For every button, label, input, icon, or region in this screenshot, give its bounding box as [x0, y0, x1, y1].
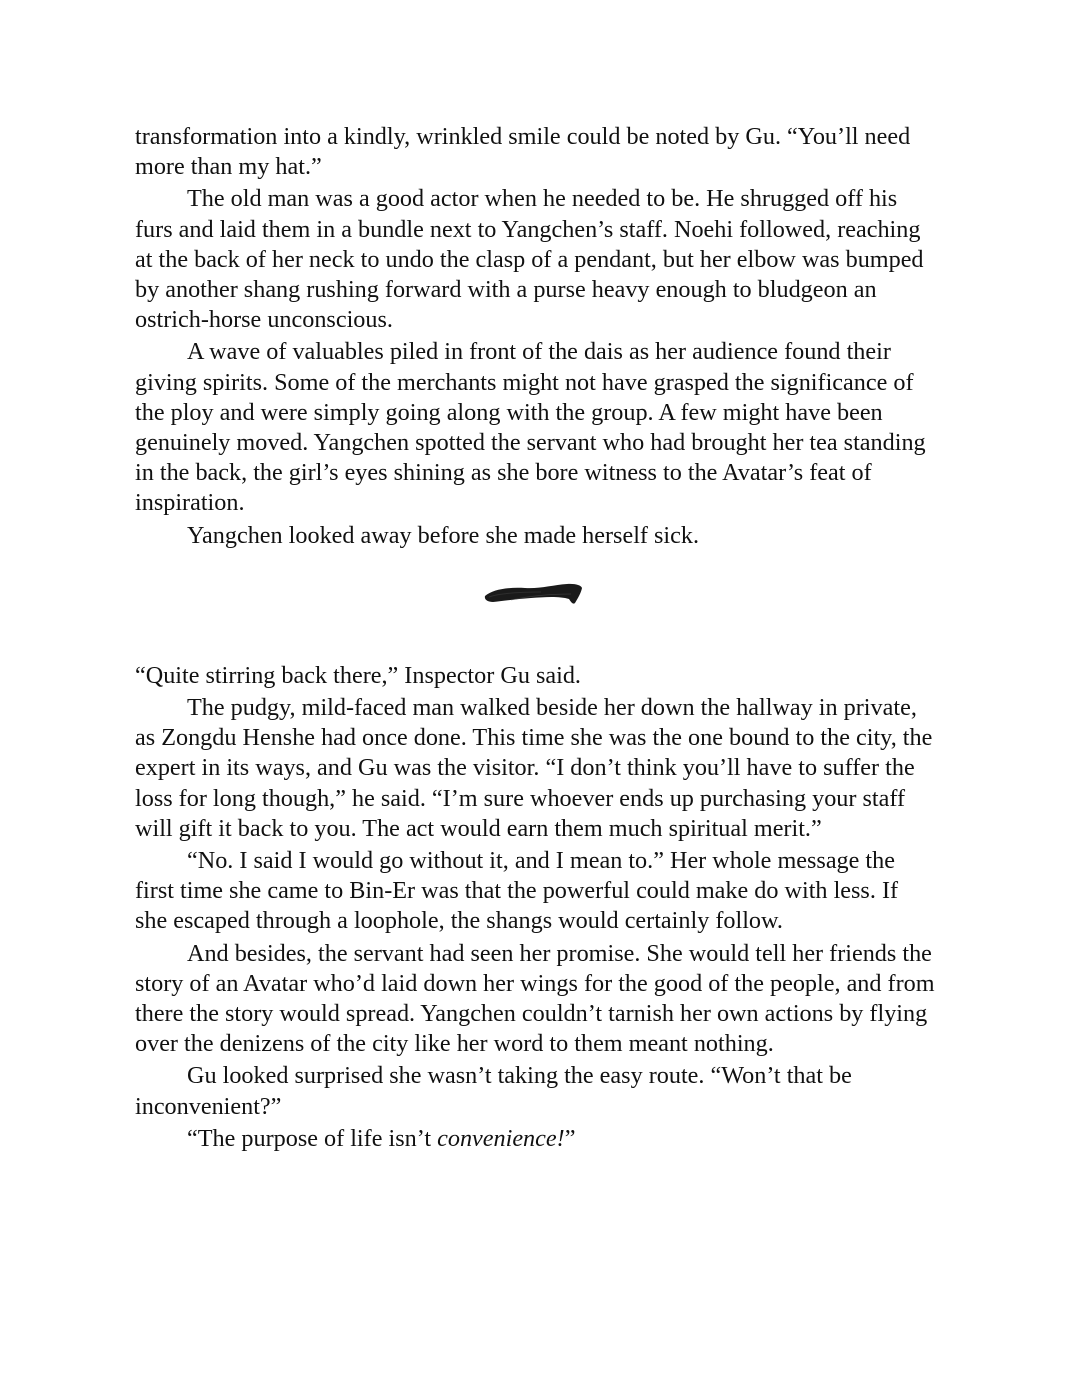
paragraph: A wave of valuables piled in front of the dais as her audience found their giving spirits. Some of the merchants might not have grasped the significance of the ploy and were simply going along with the group. A few might have been genuinely moved. Yangchen spotted the servant who had brought her tea standing in the back, the girl’s eyes shining as she bore witness to the Avatar’s feat of inspiration.: [135, 338, 926, 517]
closing-quote: ”: [564, 1124, 576, 1152]
emphasis-text: convenience!: [437, 1124, 565, 1152]
last-paragraph: [135, 1124, 935, 1154]
paragraph: “No. I said I would go without it, and I mean to.” Her whole message the first time she came to Bin-Er was that the powerful could make do with less. If she escaped through a loophole, the shangs would certainly follow.: [135, 847, 899, 935]
paragraph: The pudgy, mild-faced man walked beside her down the hallway in private, as Zongdu Henshe had once done. This time she was the one bound to the city, the expert in its ways, and Gu was the visitor. “I don’t think you’ll have to suffer the loss for long though,” he said. “I’m sure whoever ends up purchasing your staff will gift it back to you. The act would earn them much spiritual merit.”: [135, 694, 933, 842]
paragraph: Gu looked surprised she wasn’t taking the easy route. “Won’t that be inconvenient?”: [135, 1062, 852, 1120]
section-break: [135, 553, 935, 661]
paragraph: “Quite stirring back there,” Inspector Gu said.: [135, 661, 581, 689]
paragraph: The old man was a good actor when he needed to be. He shrugged off his furs and laid them in a bundle next to Yangchen’s staff. Noehi followed, reaching at the back of her neck to undo the clasp of a pendant, but her elbow was bumped by another shang rushing forward with a purse heavy enough to bludgeon an ostrich-horse unconscious.: [135, 185, 924, 334]
dialogue-text: “The purpose of life isn’t: [187, 1124, 438, 1152]
brush-stroke-divider-icon: [481, 579, 585, 611]
paragraph: Yangchen looked away before she made herself sick.: [187, 521, 700, 549]
paragraph: And besides, the servant had seen her promise. She would tell her friends the story of an Avatar who’d laid down her wings for the good of the people, and from there the story would spread. Yangchen couldn’t tarnish her own actions by flying over the denizens of the city like her word to them meant nothing.: [135, 939, 935, 1058]
paragraph: transformation into a kindly, wrinkled smile could be noted by Gu. “You’ll need more than my hat.”: [135, 123, 911, 181]
book-page: [135, 122, 935, 1156]
